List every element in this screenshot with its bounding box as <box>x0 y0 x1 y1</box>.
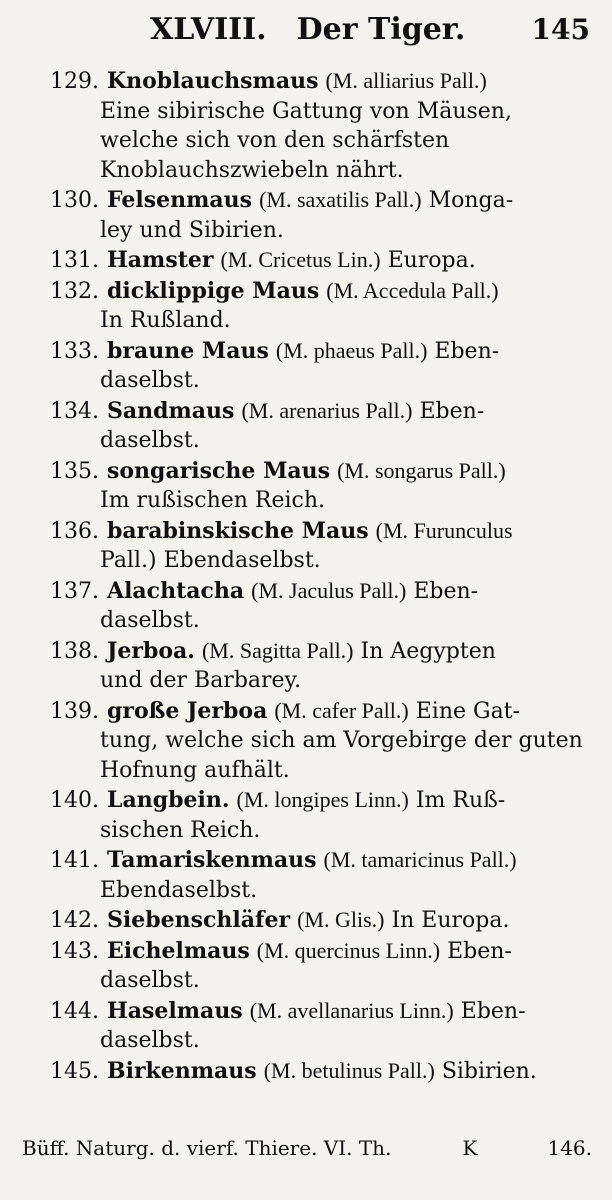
species-name: Birkenmaus <box>107 1057 257 1084</box>
latin-name: (M. Cricetus Lin.) <box>220 247 381 272</box>
page-footer <box>22 1136 592 1160</box>
entry-number: 142. <box>50 908 99 933</box>
entry-head <box>50 845 592 876</box>
entry-text: daselbst. <box>100 968 200 993</box>
latin-name: (M. betulinus Pall.) <box>263 1057 435 1083</box>
list-item <box>50 336 592 396</box>
entry-text-start: Im Ruß- <box>415 788 506 813</box>
entry-head <box>50 516 592 547</box>
species-name: dicklippige Maus <box>107 277 320 304</box>
species-name: Tamariskenmaus <box>107 847 317 873</box>
latin-name: (M. saxatilis Pall.) <box>259 187 422 212</box>
list-item <box>50 1056 592 1087</box>
entry-text-start: Eben- <box>447 938 512 964</box>
entry-text-start: Eben- <box>434 338 500 364</box>
entry-number: 131. <box>50 248 99 273</box>
entry-text: daselbst. <box>100 1028 200 1053</box>
entry-number: 141. <box>50 848 99 873</box>
species-name: Knoblauchsmaus <box>107 68 319 94</box>
species-name: songarische Maus <box>107 457 331 484</box>
entry-number: 136. <box>50 518 99 544</box>
species-list <box>50 66 592 1086</box>
latin-name: (M. Furunculus <box>375 517 513 543</box>
entry-text-start: Sibirien. <box>441 1058 537 1084</box>
entry-text: Eine sibirische Gattung von Mäusen, welche sich von den schärfsten Knoblauchszwiebeln nährt. <box>100 98 512 183</box>
list-item <box>50 845 592 905</box>
entry-head <box>50 276 592 307</box>
latin-name: (M. quercinus Linn.) <box>256 937 441 963</box>
species-name: Felsenmaus <box>107 187 253 213</box>
entry-head <box>50 66 592 97</box>
page-number: 145 <box>531 13 590 46</box>
latin-name: (M. alliarius Pall.) <box>325 68 487 93</box>
entry-head <box>50 1056 592 1087</box>
entry-number: 134. <box>50 398 99 424</box>
entry-text-start: In Aegypten <box>360 638 496 664</box>
species-name: braune Maus <box>107 337 269 364</box>
species-name: Hamster <box>107 247 214 273</box>
species-name: Eichelmaus <box>107 937 250 964</box>
signature-line: Büff. Naturg. d. vierf. Thiere. VI. Th. <box>22 1136 392 1160</box>
list-item <box>50 456 592 516</box>
entry-text: daselbst. <box>100 608 200 633</box>
species-name: Haselmaus <box>107 997 243 1024</box>
latin-name: (M. Sagitta Pall.) <box>201 637 354 663</box>
entry-number: 145. <box>50 1058 99 1084</box>
entry-head <box>50 785 592 816</box>
list-item <box>50 396 592 456</box>
species-name: große Jerboa <box>107 697 268 724</box>
list-item <box>50 66 592 185</box>
chapter-title: Der Tiger. <box>296 12 466 47</box>
entry-text: daselbst. <box>100 428 200 453</box>
entry-text-start: Eben- <box>413 578 479 604</box>
list-item <box>50 696 592 786</box>
entry-text: tung, welche sich am Vorgebirge der guten Hofnung aufhält. <box>100 728 583 783</box>
entry-number: 139. <box>50 698 99 724</box>
catchword: 146. <box>547 1136 592 1160</box>
entry-text-start: Eine Gat- <box>415 698 520 724</box>
latin-name: (M. Accedula Pall.) <box>326 277 499 303</box>
list-item <box>50 936 592 996</box>
list-item <box>50 245 592 276</box>
latin-name: (M. avellanarius Linn.) <box>249 997 454 1023</box>
entry-text: Im rußischen Reich. <box>100 488 326 513</box>
entry-text-start: Eben- <box>419 398 485 424</box>
entry-number: 138. <box>50 638 99 664</box>
latin-name: (M. songarus Pall.) <box>337 457 506 483</box>
list-item <box>50 905 592 936</box>
entry-head <box>50 245 592 276</box>
latin-name: (M. cafer Pall.) <box>274 697 409 723</box>
entry-number: 137. <box>50 578 99 604</box>
species-name: barabinskische Maus <box>107 517 369 544</box>
latin-name: (M. longipes Linn.) <box>236 787 409 812</box>
entry-text: sischen Reich. <box>100 817 261 843</box>
entry-text: daselbst. <box>100 368 200 393</box>
list-item <box>50 636 592 696</box>
species-name: Siebenschläfer <box>107 907 291 933</box>
list-item <box>50 516 592 576</box>
latin-name: (M. Glis.) <box>297 907 385 932</box>
entry-head <box>50 905 592 936</box>
list-item <box>50 576 592 636</box>
entry-text-start: Eben- <box>460 998 526 1024</box>
list-item <box>50 276 592 336</box>
chapter-number: XLVIII. <box>150 12 267 47</box>
latin-name: (M. Jaculus Pall.) <box>251 577 407 603</box>
entry-head <box>50 636 592 667</box>
page-header <box>150 12 590 47</box>
entry-number: 132. <box>50 278 99 304</box>
entry-number: 130. <box>50 188 99 213</box>
latin-name: (M. arenarius Pall.) <box>241 397 413 423</box>
entry-text: In Rußland. <box>100 308 231 333</box>
entry-head <box>50 185 592 216</box>
entry-number: 129. <box>50 69 99 94</box>
entry-text-start: In Europa. <box>391 908 510 933</box>
species-name: Jerboa. <box>107 637 195 664</box>
entry-head <box>50 936 592 967</box>
entry-head <box>50 336 592 367</box>
entry-number: 140. <box>50 788 99 813</box>
signature-mark: K <box>462 1136 478 1160</box>
latin-name: (M. phaeus Pall.) <box>275 337 428 363</box>
species-name: Alachtacha <box>107 577 245 604</box>
entry-number: 135. <box>50 458 99 484</box>
entry-number: 143. <box>50 938 99 964</box>
entry-head <box>50 576 592 607</box>
entry-number: 133. <box>50 338 99 364</box>
latin-name: (M. tamaricinus Pall.) <box>323 847 517 872</box>
list-item <box>50 785 592 845</box>
entry-text: Pall.) Ebendaselbst. <box>100 548 321 573</box>
entry-head <box>50 396 592 427</box>
species-name: Langbein. <box>107 787 230 813</box>
entry-text: Ebendaselbst. <box>100 877 258 903</box>
entry-text-start: Europa. <box>387 248 476 273</box>
entry-head <box>50 696 592 727</box>
entry-text: und der Barbarey. <box>100 668 302 693</box>
list-item <box>50 185 592 245</box>
entry-head <box>50 996 592 1027</box>
entry-number: 144. <box>50 998 99 1024</box>
species-name: Sandmaus <box>107 397 235 424</box>
entry-text-start: Monga- <box>428 188 514 213</box>
list-item <box>50 996 592 1056</box>
entry-text: ley und Sibirien. <box>100 217 284 243</box>
entry-head <box>50 456 592 487</box>
